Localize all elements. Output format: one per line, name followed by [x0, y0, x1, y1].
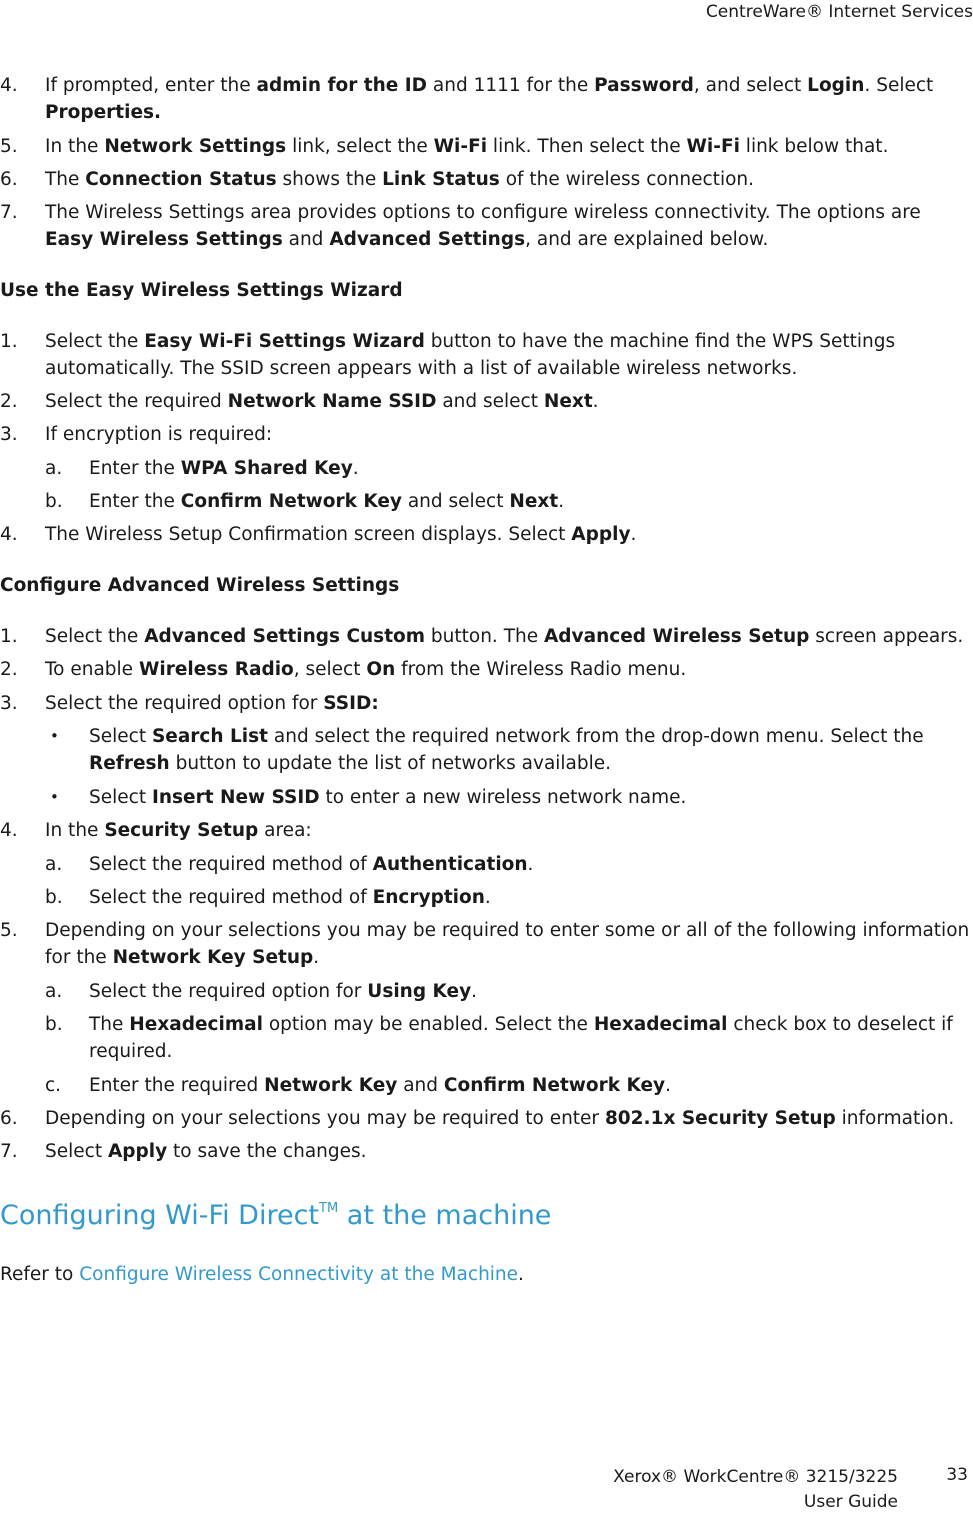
list-item-text [45, 521, 970, 548]
ui-term: Confirm Network Key [443, 1075, 666, 1096]
text-run: . [471, 981, 478, 1002]
cross-reference-link[interactable]: Configure Wireless Connectivity at the Machine [79, 1264, 519, 1285]
ui-term: admin for the ID [256, 75, 428, 96]
text-run: link below that. [739, 136, 889, 157]
ui-term: Apply [107, 1141, 168, 1162]
section-heading-wifi-direct [0, 1200, 551, 1231]
text-run: Select the required option for [89, 981, 368, 1002]
text-run: area: [258, 820, 312, 841]
list-item-text [45, 1105, 970, 1132]
list-item-text [45, 623, 970, 650]
text-run: , select [293, 659, 367, 680]
ui-term: WPA Shared Key [180, 458, 353, 479]
list-item-text [45, 817, 970, 844]
list-item-text [89, 455, 970, 482]
ui-term: 802.1x Security Setup [604, 1108, 836, 1129]
page-number: 33 [946, 1465, 968, 1485]
text-run: Depending on your selections you may be required to enter some or all of the following information for the [45, 920, 970, 968]
refer-suffix: . [518, 1264, 524, 1285]
list-item-text [45, 133, 970, 160]
list-number: 4. [0, 75, 18, 96]
ui-term: Encryption [372, 887, 485, 908]
text-run: Select the [45, 626, 145, 647]
list-item-text [45, 917, 970, 971]
ui-term: Login [807, 75, 865, 96]
ui-term: SSID: [323, 693, 379, 714]
ui-term: Network Key [264, 1075, 398, 1096]
text-run: Select the required method of [89, 887, 373, 908]
list-item-text [89, 884, 970, 911]
list-item-text [45, 166, 970, 193]
list-number: 1. [0, 626, 18, 647]
text-run: Select the required option for [45, 693, 324, 714]
footer-guide: User Guide [803, 1492, 898, 1512]
ui-term: Authentication [372, 854, 528, 875]
ui-term: Connection Status [85, 169, 277, 190]
text-run: and [282, 229, 330, 250]
list-number: 5. [0, 920, 18, 941]
list-number: 6. [0, 1108, 18, 1129]
ui-term: Refresh [89, 753, 170, 774]
heading-main: Configuring Wi-Fi Direct [0, 1200, 320, 1231]
text-run: and 1111 for the [427, 75, 595, 96]
trademark-sup: TM [319, 1201, 339, 1216]
list-item-text [89, 1011, 970, 1065]
text-run: Select the required [45, 391, 228, 412]
ui-term: Easy Wi-Fi Settings Wizard [144, 331, 425, 352]
refer-paragraph [0, 1264, 524, 1285]
list-item-text [45, 690, 970, 717]
list-item-text [45, 656, 970, 683]
ui-term: Network Key Setup [112, 947, 314, 968]
text-run: to save the changes. [167, 1141, 367, 1162]
text-run: to enter a new wireless network name. [319, 787, 687, 808]
text-run: option may be enabled. Select the [262, 1014, 594, 1035]
text-run: In the [45, 136, 105, 157]
text-run: . [665, 1075, 671, 1096]
text-run: shows the [276, 169, 383, 190]
ui-term: Insert New SSID [151, 787, 320, 808]
list-number: 5. [0, 136, 18, 157]
list-number: b. [45, 491, 63, 512]
ui-term: Hexadecimal [593, 1014, 728, 1035]
text-run: button to have the machine find the WPS Settings automatically. The SSID screen appears with a list of available wireless networks. [45, 331, 896, 379]
ui-term: Link Status [382, 169, 500, 190]
text-run: . [592, 391, 599, 412]
ui-term: Advanced Settings Custom [144, 626, 426, 647]
text-run: button to update the list of networks available. [169, 753, 612, 774]
text-run: link, select the [286, 136, 434, 157]
list-item-text [45, 328, 970, 382]
ui-term: Search List [151, 726, 268, 747]
text-run: link. Then select the [487, 136, 687, 157]
footer-product [613, 1465, 898, 1515]
text-run: Enter the [89, 491, 181, 512]
ui-term: Next [543, 391, 593, 412]
list-item-text [89, 1072, 970, 1099]
text-run: . [527, 854, 534, 875]
text-run: Enter the [89, 458, 181, 479]
list-number: 4. [0, 524, 18, 545]
list-item-text [45, 388, 970, 415]
text-run: check box to deselect if required. [89, 1014, 953, 1062]
text-run: . [313, 947, 320, 968]
text-run: and select [401, 491, 510, 512]
ui-term: Apply [571, 524, 631, 545]
ui-term: Advanced Wireless Setup [543, 626, 810, 647]
list-number: 3. [0, 424, 18, 445]
text-run: Enter the required [89, 1075, 265, 1096]
text-run: . Select [864, 75, 934, 96]
list-number: 7. [0, 202, 18, 223]
list-item-text [89, 488, 970, 515]
text-run: . [352, 458, 359, 479]
list-item-text [89, 723, 970, 777]
text-run: and select the required network from the drop-down menu. Select the [268, 726, 924, 747]
ui-term: Using Key [367, 981, 472, 1002]
list-number: 6. [0, 169, 18, 190]
text-run: Depending on your selections you may be required to enter [45, 1108, 605, 1129]
text-run: from the Wireless Radio menu. [395, 659, 687, 680]
text-run: of the wireless connection. [499, 169, 755, 190]
text-run: . [630, 524, 637, 545]
text-run: If prompted, enter the [45, 75, 257, 96]
text-run: , and are explained below. [525, 229, 769, 250]
ui-term: Properties. [45, 102, 162, 123]
ui-term: Wi-Fi [433, 136, 488, 157]
ui-term: Network Name SSID [227, 391, 437, 412]
ui-term: Wireless Radio [138, 659, 294, 680]
text-run: The [45, 169, 86, 190]
ui-term: Security Setup [104, 820, 259, 841]
text-run: Select [45, 1141, 108, 1162]
ui-term: Password [594, 75, 694, 96]
list-number: b. [45, 887, 63, 908]
ui-term: Advanced Settings [329, 229, 526, 250]
list-number: a. [45, 458, 63, 479]
text-run: and select [436, 391, 544, 412]
text-run: In the [45, 820, 105, 841]
refer-prefix: Refer to [0, 1264, 80, 1285]
list-number: 1. [0, 331, 18, 352]
text-run: and [397, 1075, 444, 1096]
list-item-text [45, 72, 970, 126]
list-item-text [89, 851, 970, 878]
list-number: 2. [0, 659, 18, 680]
footer-product-name: Xerox® WorkCentre® 3215/3225 [613, 1467, 898, 1487]
text-run: Select the required method of [89, 854, 373, 875]
bullet-marker: • [50, 788, 59, 806]
text-run: To enable [45, 659, 139, 680]
ui-term: Wi-Fi [686, 136, 740, 157]
list-item-text [89, 784, 970, 811]
list-item-text [45, 1138, 970, 1165]
ui-term: Network Settings [104, 136, 287, 157]
list-item-text [45, 199, 970, 253]
list-number: 2. [0, 391, 18, 412]
text-run: , and select [693, 75, 808, 96]
text-run: screen appears. [809, 626, 964, 647]
list-number: c. [45, 1075, 62, 1096]
heading-rest: at the machine [338, 1200, 552, 1231]
ui-term: Easy Wireless Settings [45, 229, 283, 250]
bullet-marker: • [50, 727, 59, 745]
section-title-easy-wireless: Use the Easy Wireless Settings Wizard [0, 280, 403, 301]
text-run: The Wireless Settings area provides options to configure wireless connectivity. The options are [45, 202, 921, 223]
list-item-text [89, 978, 970, 1005]
text-run: Select the [45, 331, 145, 352]
list-item-text [45, 421, 970, 448]
list-number: a. [45, 981, 63, 1002]
list-number: a. [45, 854, 63, 875]
ui-term: On [366, 659, 396, 680]
list-number: 3. [0, 693, 18, 714]
text-run: information. [835, 1108, 955, 1129]
ui-term: Confirm Network Key [180, 491, 402, 512]
list-number: 4. [0, 820, 18, 841]
section-title-advanced-wireless: Configure Advanced Wireless Settings [0, 575, 400, 596]
ui-term: Next [509, 491, 559, 512]
text-run: . [558, 491, 565, 512]
text-run: Select [89, 726, 152, 747]
text-run: If encryption is required: [45, 424, 273, 445]
text-run: The Wireless Setup Confirmation screen displays. Select [45, 524, 572, 545]
text-run: . [484, 887, 491, 908]
list-number: b. [45, 1014, 63, 1035]
text-run: Select [89, 787, 152, 808]
text-run: button. The [425, 626, 544, 647]
text-run: The [89, 1014, 130, 1035]
running-header: CentreWare® Internet Services [705, 2, 973, 22]
ui-term: Hexadecimal [129, 1014, 263, 1035]
list-number: 7. [0, 1141, 18, 1162]
